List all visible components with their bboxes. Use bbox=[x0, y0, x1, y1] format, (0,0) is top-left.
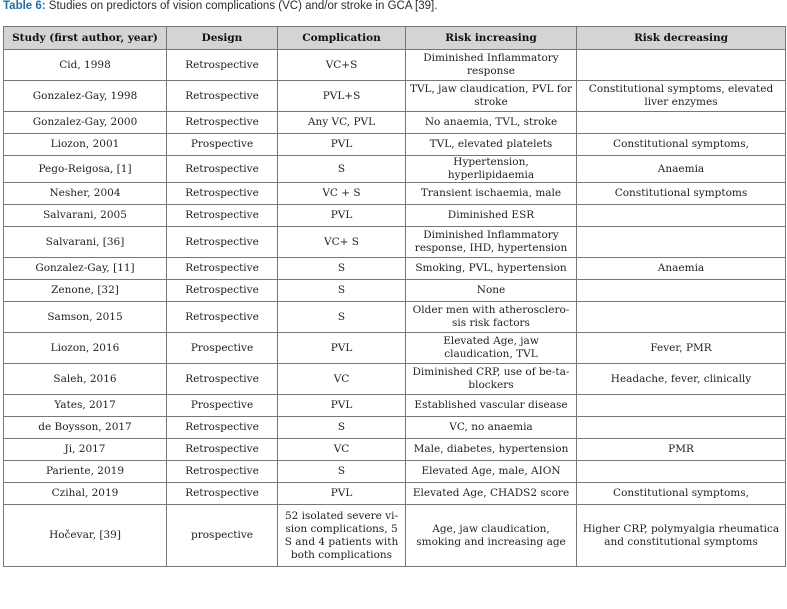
cell-risk-decreasing bbox=[577, 280, 786, 302]
table-row bbox=[4, 112, 786, 134]
cell-risk-decreasing: Anaemia bbox=[577, 258, 786, 280]
cell-design: prospective bbox=[167, 505, 278, 567]
cell-study: Hočevar, [39] bbox=[4, 505, 167, 567]
cell-study: Liozon, 2016 bbox=[4, 333, 167, 364]
cell-risk-increasing: Transient ischaemia, male bbox=[406, 183, 577, 205]
cell-study: Ji, 2017 bbox=[4, 439, 167, 461]
column-header-risk-decreasing: Risk decreasing bbox=[577, 27, 786, 50]
cell-study: Yates, 2017 bbox=[4, 395, 167, 417]
cell-complication: S bbox=[278, 280, 406, 302]
cell-risk-increasing: Elevated Age, jaw claudication, TVL bbox=[406, 333, 577, 364]
column-header-risk-increasing: Risk increasing bbox=[406, 27, 577, 50]
cell-complication: PVL bbox=[278, 395, 406, 417]
cell-design: Retrospective bbox=[167, 156, 278, 183]
cell-study: Salvarani, [36] bbox=[4, 227, 167, 258]
cell-risk-increasing: TVL, jaw claudication, PVL for stroke bbox=[406, 81, 577, 112]
cell-study: Gonzalez-Gay, 1998 bbox=[4, 81, 167, 112]
cell-design: Retrospective bbox=[167, 439, 278, 461]
table-row bbox=[4, 364, 786, 395]
cell-study: Zenone, [32] bbox=[4, 280, 167, 302]
cell-risk-decreasing: Fever, PMR bbox=[577, 333, 786, 364]
cell-complication: S bbox=[278, 461, 406, 483]
cell-risk-decreasing: Constitutional symptoms, bbox=[577, 483, 786, 505]
cell-study: de Boysson, 2017 bbox=[4, 417, 167, 439]
caption-text: Studies on predictors of vision complications (VC) and/or stroke in GCA [39]. bbox=[45, 0, 438, 12]
table-row bbox=[4, 205, 786, 227]
cell-study: Czihal, 2019 bbox=[4, 483, 167, 505]
cell-risk-increasing: Diminished ESR bbox=[406, 205, 577, 227]
table-row bbox=[4, 461, 786, 483]
cell-risk-increasing: Hypertension, hyperlipidaemia bbox=[406, 156, 577, 183]
cell-study: Pariente, 2019 bbox=[4, 461, 167, 483]
cell-design: Prospective bbox=[167, 333, 278, 364]
cell-risk-decreasing bbox=[577, 417, 786, 439]
cell-risk-decreasing bbox=[577, 461, 786, 483]
cell-design: Prospective bbox=[167, 134, 278, 156]
cell-risk-increasing: Older men with atherosclero-sis risk factors bbox=[406, 302, 577, 333]
table-label: Table 6: bbox=[3, 0, 46, 12]
cell-design: Retrospective bbox=[167, 81, 278, 112]
cell-design: Retrospective bbox=[167, 461, 278, 483]
cell-risk-decreasing bbox=[577, 302, 786, 333]
cell-risk-increasing: None bbox=[406, 280, 577, 302]
cell-design: Retrospective bbox=[167, 417, 278, 439]
cell-design: Retrospective bbox=[167, 258, 278, 280]
cell-risk-decreasing: Constitutional symptoms bbox=[577, 183, 786, 205]
cell-study: Nesher, 2004 bbox=[4, 183, 167, 205]
column-header-complication: Complication bbox=[278, 27, 406, 50]
cell-complication: PVL bbox=[278, 205, 406, 227]
cell-design: Retrospective bbox=[167, 112, 278, 134]
cell-risk-decreasing: Higher CRP, polymyalgia rheumatica and constitutional symptoms bbox=[577, 505, 786, 567]
cell-risk-increasing: Elevated Age, male, AION bbox=[406, 461, 577, 483]
cell-risk-decreasing bbox=[577, 395, 786, 417]
cell-risk-increasing: Diminished Inflammatory response bbox=[406, 50, 577, 81]
column-header-study: Study (first author, year) bbox=[4, 27, 167, 50]
table-row bbox=[4, 156, 786, 183]
table-row bbox=[4, 439, 786, 461]
cell-risk-decreasing: Constitutional symptoms, elevated liver enzymes bbox=[577, 81, 786, 112]
cell-design: Retrospective bbox=[167, 364, 278, 395]
cell-design: Retrospective bbox=[167, 280, 278, 302]
cell-study: Cid, 1998 bbox=[4, 50, 167, 81]
cell-study: Gonzalez-Gay, 2000 bbox=[4, 112, 167, 134]
cell-risk-increasing: VC, no anaemia bbox=[406, 417, 577, 439]
cell-complication: S bbox=[278, 156, 406, 183]
table-caption bbox=[3, 0, 437, 22]
table-row bbox=[4, 183, 786, 205]
cell-complication: VC+S bbox=[278, 50, 406, 81]
cell-complication: PVL+S bbox=[278, 81, 406, 112]
cell-risk-increasing: Male, diabetes, hypertension bbox=[406, 439, 577, 461]
table-row bbox=[4, 50, 786, 81]
cell-risk-decreasing bbox=[577, 50, 786, 81]
cell-risk-decreasing: PMR bbox=[577, 439, 786, 461]
cell-risk-increasing: Age, jaw claudication, smoking and increasing age bbox=[406, 505, 577, 567]
vision-complications-table bbox=[3, 26, 786, 567]
table-row bbox=[4, 395, 786, 417]
cell-study: Saleh, 2016 bbox=[4, 364, 167, 395]
cell-complication: S bbox=[278, 417, 406, 439]
cell-complication: PVL bbox=[278, 333, 406, 364]
cell-complication: VC+ S bbox=[278, 227, 406, 258]
cell-study: Samson, 2015 bbox=[4, 302, 167, 333]
table-row bbox=[4, 227, 786, 258]
cell-study: Gonzalez-Gay, [11] bbox=[4, 258, 167, 280]
table-row bbox=[4, 81, 786, 112]
cell-study: Pego-Reigosa, [1] bbox=[4, 156, 167, 183]
table-row bbox=[4, 134, 786, 156]
table-body bbox=[4, 50, 786, 567]
cell-complication: S bbox=[278, 258, 406, 280]
cell-study: Liozon, 2001 bbox=[4, 134, 167, 156]
cell-complication: 52 isolated severe vi-sion complications, 5 S and 4 patients with both complications bbox=[278, 505, 406, 567]
cell-design: Retrospective bbox=[167, 302, 278, 333]
cell-risk-decreasing bbox=[577, 205, 786, 227]
cell-complication: S bbox=[278, 302, 406, 333]
table-row bbox=[4, 505, 786, 567]
cell-design: Retrospective bbox=[167, 50, 278, 81]
cell-design: Retrospective bbox=[167, 205, 278, 227]
cell-complication: VC bbox=[278, 364, 406, 395]
table-row bbox=[4, 258, 786, 280]
cell-risk-decreasing: Anaemia bbox=[577, 156, 786, 183]
table-row bbox=[4, 483, 786, 505]
cell-design: Retrospective bbox=[167, 483, 278, 505]
cell-risk-increasing: Elevated Age, CHADS2 score bbox=[406, 483, 577, 505]
cell-risk-increasing: Established vascular disease bbox=[406, 395, 577, 417]
cell-complication: Any VC, PVL bbox=[278, 112, 406, 134]
table-row bbox=[4, 302, 786, 333]
cell-complication: VC + S bbox=[278, 183, 406, 205]
cell-risk-increasing: Smoking, PVL, hypertension bbox=[406, 258, 577, 280]
cell-complication: PVL bbox=[278, 134, 406, 156]
cell-risk-decreasing: Constitutional symptoms, bbox=[577, 134, 786, 156]
cell-risk-increasing: No anaemia, TVL, stroke bbox=[406, 112, 577, 134]
table-row bbox=[4, 417, 786, 439]
cell-risk-decreasing: Headache, fever, clinically bbox=[577, 364, 786, 395]
cell-complication: VC bbox=[278, 439, 406, 461]
cell-risk-increasing: TVL, elevated platelets bbox=[406, 134, 577, 156]
cell-risk-increasing: Diminished CRP, use of be-ta-blockers bbox=[406, 364, 577, 395]
cell-study: Salvarani, 2005 bbox=[4, 205, 167, 227]
table-row bbox=[4, 280, 786, 302]
header-row bbox=[4, 27, 786, 50]
cell-risk-increasing: Diminished Inflammatory response, IHD, hypertension bbox=[406, 227, 577, 258]
cell-design: Retrospective bbox=[167, 183, 278, 205]
table-row bbox=[4, 333, 786, 364]
cell-design: Prospective bbox=[167, 395, 278, 417]
column-header-design: Design bbox=[167, 27, 278, 50]
cell-risk-decreasing bbox=[577, 112, 786, 134]
cell-risk-decreasing bbox=[577, 227, 786, 258]
cell-design: Retrospective bbox=[167, 227, 278, 258]
cell-complication: PVL bbox=[278, 483, 406, 505]
